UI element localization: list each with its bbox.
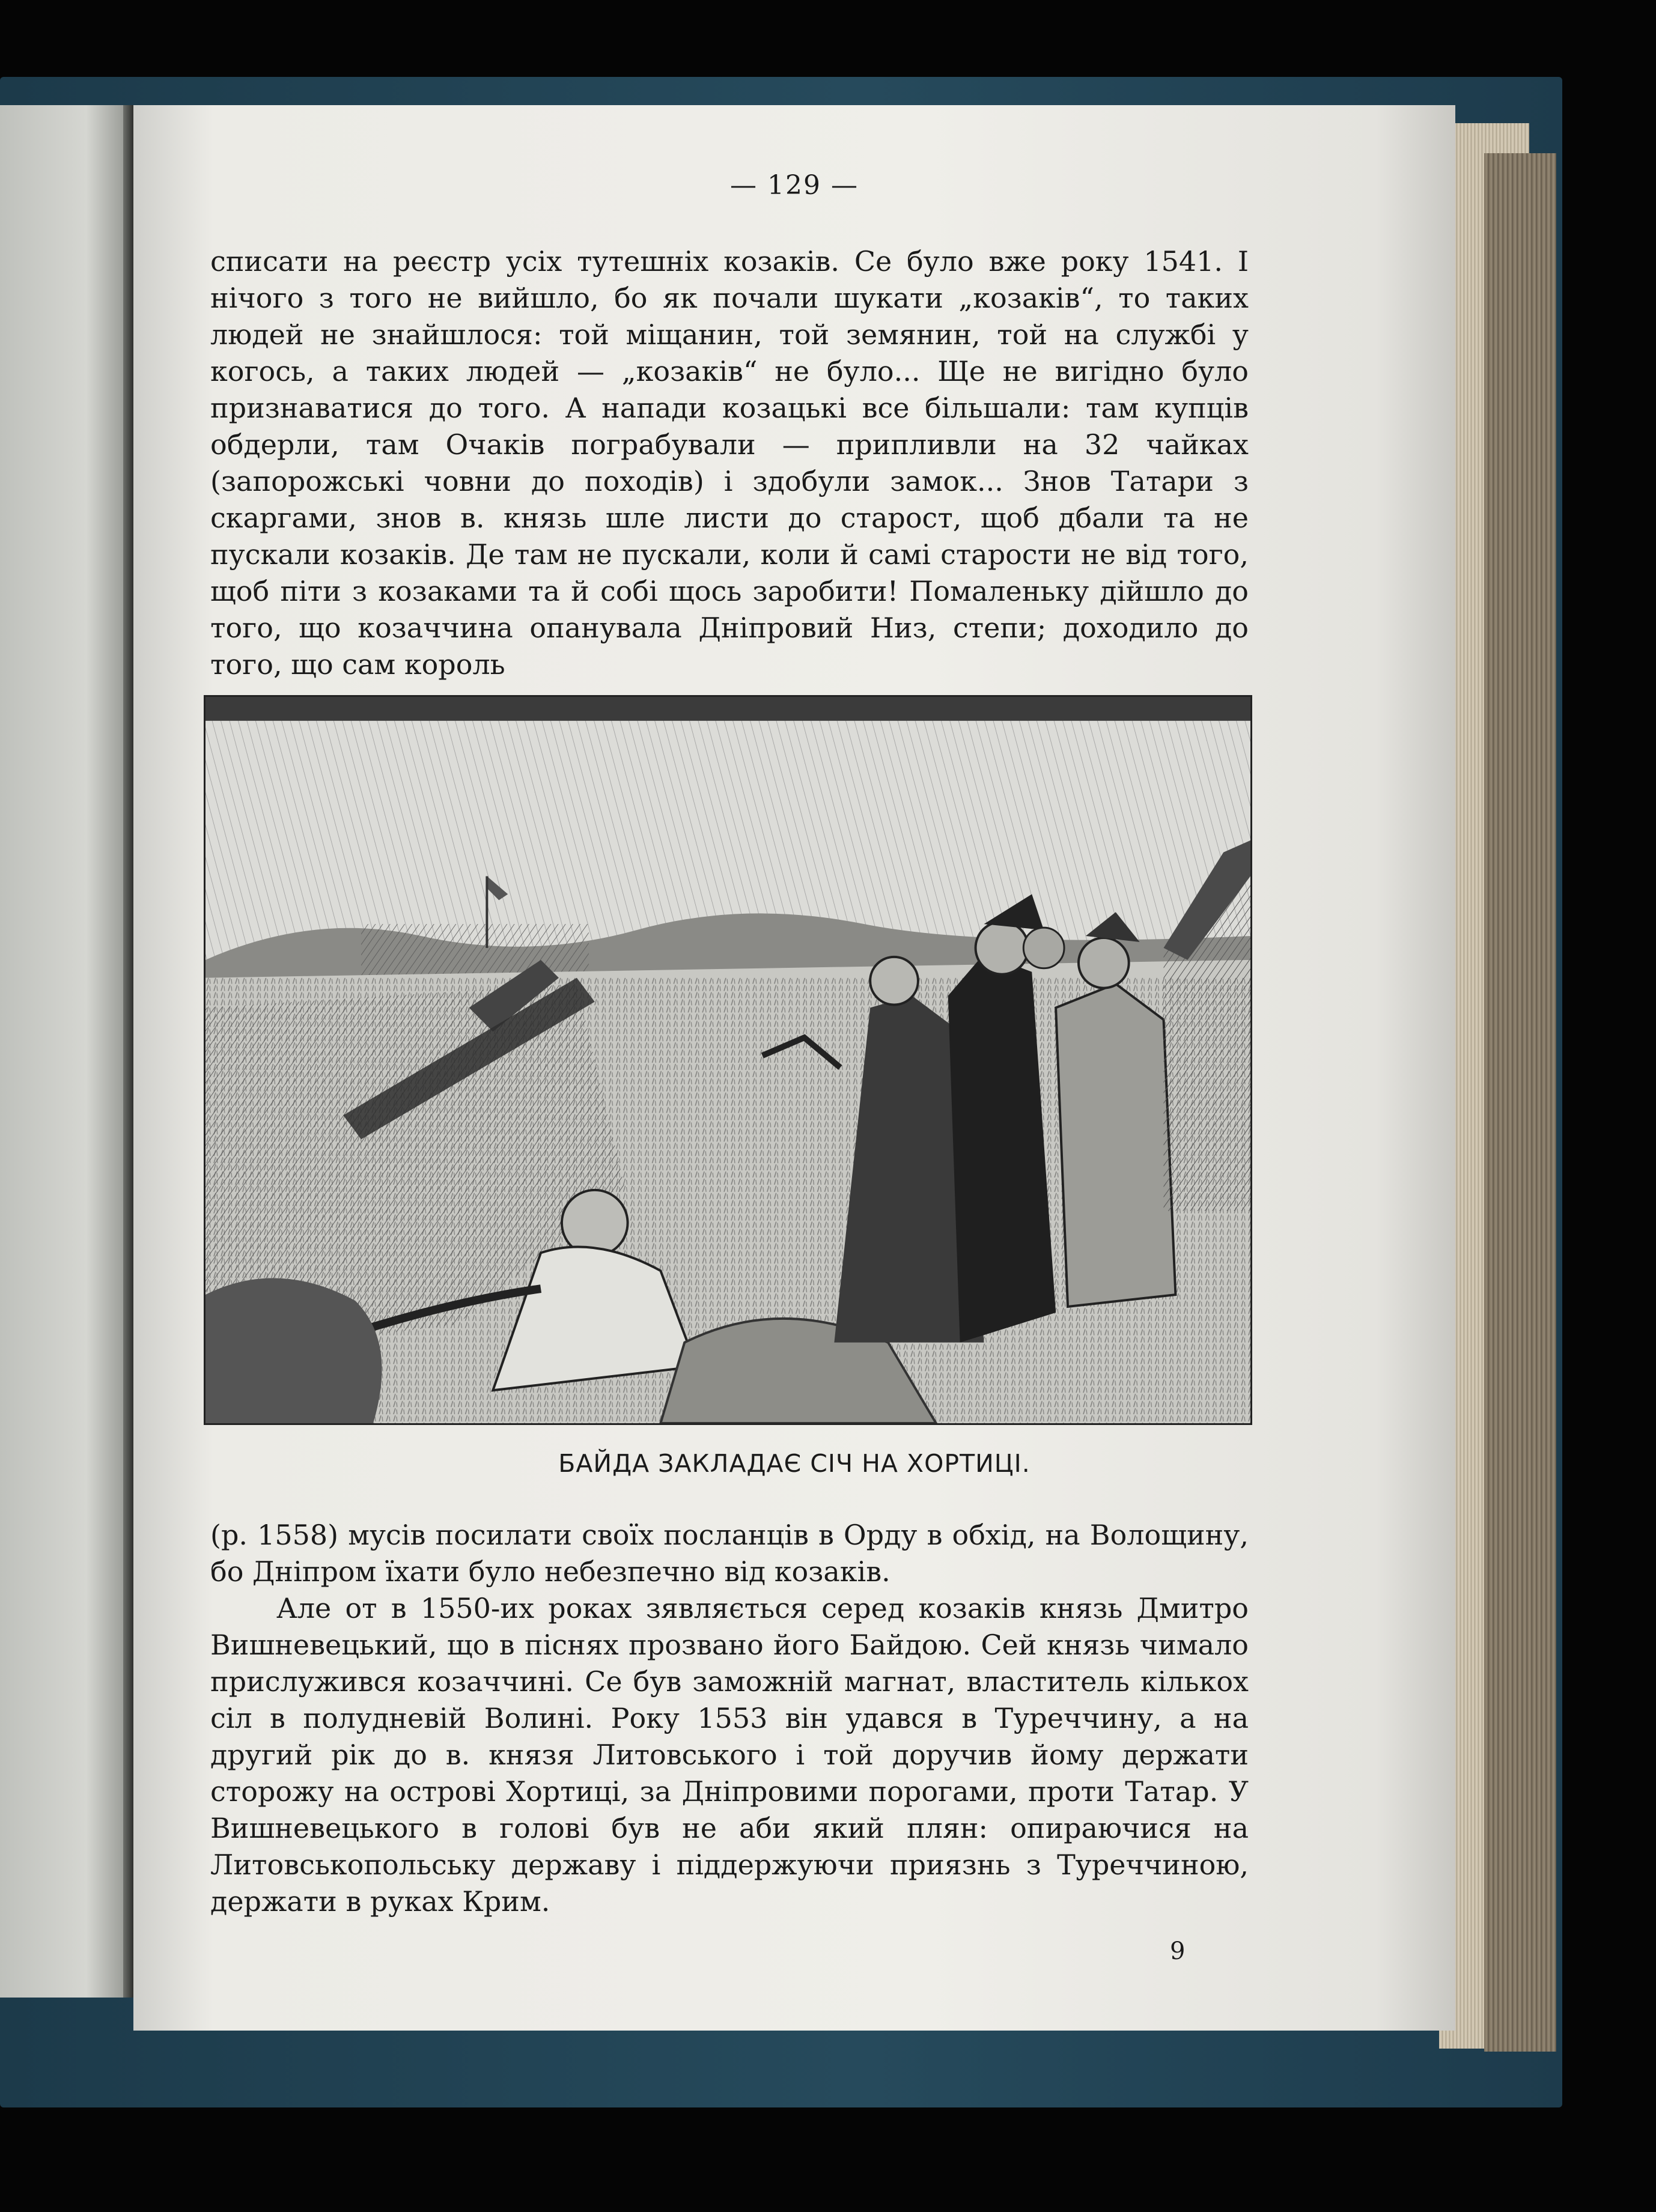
engraving-image (205, 697, 1250, 1423)
book-gutter (123, 105, 134, 1998)
page-stack-shadow (1484, 153, 1556, 2052)
signature-mark: 9 (1170, 1937, 1186, 1965)
page-number: — 129 — (730, 170, 859, 201)
book-page (133, 105, 1455, 2031)
text-block-bottom (210, 1517, 1249, 1920)
illustration-caption: БАЙДА ЗАКЛАДАЄ СІЧ НА ХОРТИЦІ. (558, 1449, 1030, 1478)
left-page (0, 105, 123, 1998)
paragraph: списати на реєстр усіх тутешніх козаків. Се було вже року 1541. І нічого з того не вийшло, бо як почали шукати „козаків“, то таких людей не знайшлося: той міщанин, той земянин, той на службі у когось, а таких людей — „козаків“ не було... Ще не вигідно було признаватися до того. А напади козацькі все більшали: там купців обдерли, там Очаків пограбували — припливли на 32 чайках (запорожські човни до походів) і здобули замок... Знов Татари з скаргами, знов в. князь шле листи до старост, щоб дбали та не пускали козаків. Де там не пускали, коли й самі старости не від того, щоб піти з козаками та й собі щось заробити! Помаленьку дійшло до того, що козаччина опанувала Дніпровий Низ, степи; доходило до того, що сам король (210, 245, 1249, 681)
paragraph: Але от в 1550-их роках зявляється серед козаків князь Дмитро Вишневецький, що в піснях прозвано його Байдою. Сей князь чимало прислужився козаччині. Се був заможній магнат, властитель кількох сіл в полудневій Волині. Року 1553 він удався в Туреччину, а на другий рік до в. князя Литовського і той доручив йому держати сторожу на острові Хортиці, за Дніпровими порогами, проти Татар. У Вишневецького в голові був не аби який плян: опираючися на Литовськопольську державу і піддержуючи приязнь з Туреччиною, держати в руках Крим. (210, 1592, 1249, 1918)
paragraph: (р. 1558) мусів посилати своїх посланців в Орду в обхід, на Волощину, бо Дніпром їхати було небезпечно від козаків. (210, 1519, 1249, 1588)
text-block-top (210, 243, 1249, 683)
illustration-baida-sich (204, 695, 1252, 1425)
